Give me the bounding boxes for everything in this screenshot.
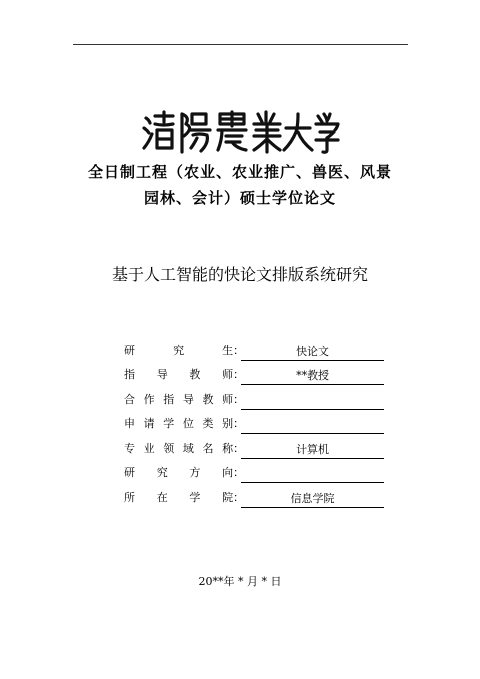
university-logo bbox=[140, 108, 340, 158]
date-line: 20**年 * 月 * 日 bbox=[198, 575, 282, 588]
info-value-field bbox=[241, 393, 384, 410]
info-value-field bbox=[241, 466, 384, 483]
info-value-field: 信息学院 bbox=[241, 491, 384, 508]
info-value-field: 快论文 bbox=[241, 344, 384, 361]
info-table bbox=[124, 336, 384, 508]
degree-type-line-2: 园林、会计）硕士学位论文 bbox=[143, 189, 336, 207]
info-colon: ： bbox=[233, 490, 245, 504]
info-colon: ： bbox=[233, 417, 245, 430]
info-colon: ： bbox=[233, 441, 245, 455]
degree-type-line-1: 全日制工程（农业、农业推广、兽医、风景 bbox=[87, 163, 392, 181]
info-row bbox=[124, 483, 384, 508]
info-colon: ： bbox=[233, 343, 245, 357]
info-value-field bbox=[241, 417, 384, 434]
top-rule bbox=[73, 44, 408, 45]
info-label: 指 导 教 师 bbox=[124, 368, 234, 381]
info-label: 申 请 学 位 类 别 bbox=[124, 417, 234, 430]
info-value-field: **教授 bbox=[241, 368, 384, 385]
info-row bbox=[124, 385, 384, 410]
info-row bbox=[124, 459, 384, 484]
info-row bbox=[124, 361, 384, 386]
thesis-title: 基于人工智能的快论文排版系统研究 bbox=[111, 265, 368, 284]
info-label: 研 究 方 向 bbox=[124, 466, 234, 479]
info-label: 专 业 领 域 名 称 bbox=[124, 441, 234, 455]
info-row bbox=[124, 336, 384, 361]
info-row bbox=[124, 410, 384, 435]
info-row bbox=[124, 434, 384, 459]
info-colon: ： bbox=[233, 466, 245, 479]
info-value-field: 计算机 bbox=[241, 442, 384, 459]
info-colon: ： bbox=[233, 368, 245, 381]
info-label: 所 在 学 院 bbox=[124, 490, 234, 504]
info-label: 合 作 指 导 教 师 bbox=[124, 392, 234, 406]
info-label: 研 究 生 bbox=[124, 343, 234, 357]
university-calligraphy-logo bbox=[140, 108, 340, 158]
info-colon: ： bbox=[233, 392, 245, 406]
